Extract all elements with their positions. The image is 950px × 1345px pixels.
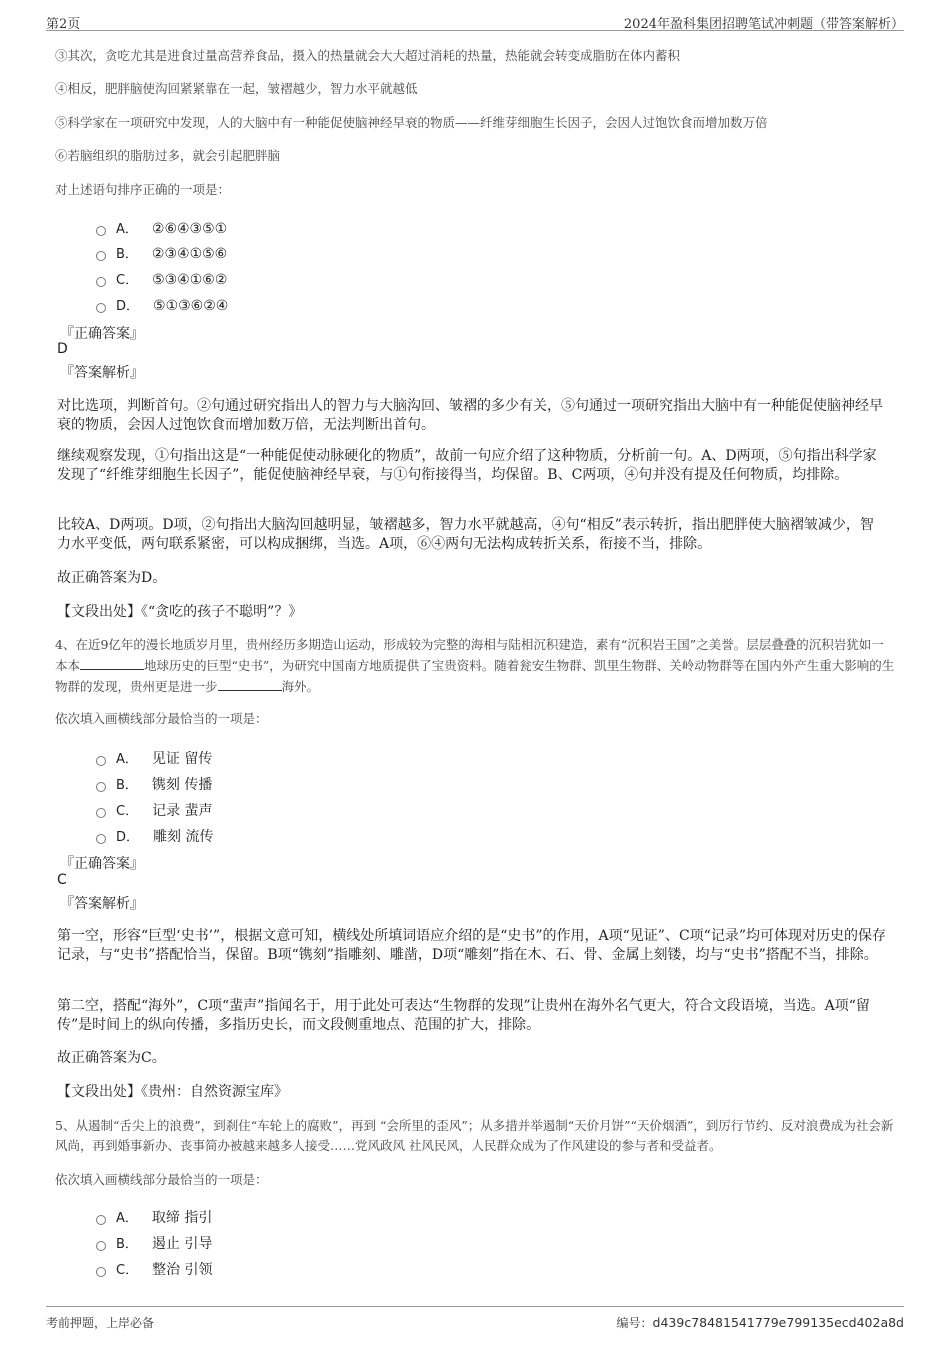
q4-analysis-label: 『答案解析』 — [60, 896, 144, 912]
q3-item-3: ③其次，贪吃尤其是进食过量高营养食品，摄入的热量就会大大超过消耗的热量，热能就会转变成脂肪在体内蓄积 — [55, 48, 681, 63]
radio-icon[interactable] — [96, 226, 106, 236]
fill-blank — [80, 657, 144, 670]
q3-item-5: ⑤科学家在一项研究中发现，人的大脑中有一种能促使脑神经早衰的物质——纤维芽细胞生长因子，会因人过饱饮食而增加数万倍 — [55, 115, 768, 130]
q4-prompt: 依次填入画横线部分最恰当的一项是： — [55, 711, 268, 726]
q3-item-6: ⑥若脑组织的脂肪过多，就会引起肥胖脑 — [55, 148, 281, 163]
radio-icon[interactable] — [96, 808, 106, 818]
document-title: 2024年盈科集团招聘笔试冲刺题（带答案解析） — [623, 17, 904, 32]
q3-option-d[interactable]: D． ⑤①③⑥②④ — [96, 295, 228, 314]
q3-analysis-para: 比较A、D两项。D项，②句指出大脑沟回越明显，皱褶越多，智力水平就越高，④句“相反”表示转折，指出肥胖使大脑褶皱减少，智力水平变低，两句联系紧密，可以构成捆绑，当选。A项，⑥④两句无法构成转折关系，衔接不当，排除。 — [57, 517, 874, 552]
q4-answer: C — [57, 872, 67, 888]
radio-icon[interactable] — [96, 834, 106, 844]
q4-analysis-para: 第二空，搭配“海外”，C项“蜚声”指闻名于，用于此处可表达“生物群的发现”让贵州在海外名气更大，符合文段语境，当选。A项“留传”是时间上的纵向传播，多指历史长，而文段侧重地点、范围的扩大，排除。 — [57, 998, 870, 1033]
fill-blank — [218, 678, 282, 691]
q4-source: 【文段出处】《贵州：自然资源宝库》 — [57, 1084, 288, 1100]
q3-answer-label: 『正确答案』 — [60, 326, 144, 342]
q3-answer: D — [57, 341, 68, 357]
q3-option-b[interactable]: B． ②③④①⑤⑥ — [96, 243, 227, 262]
radio-icon[interactable] — [96, 1241, 106, 1251]
q3-item-4: ④相反，肥胖脑使沟回紧紧靠在一起，皱褶越少，智力水平就越低 — [55, 81, 418, 96]
q4-stem: 4、在近9亿年的漫长地质岁月里，贵州经历多期造山运动，形成较为完整的海相与陆相沉积建造，素有“沉积岩王国”之美誉。层层叠叠的沉积岩犹如一本本 地球历史的巨型“史书”，为研究中国南方地质提供了宝贵资料。随着瓮安生物群、凯里生物群、关岭动物群等在国内外产生重大影响的生物群的发现，贵州更是进一步 海外。 — [55, 637, 895, 694]
q4-answer-label: 『正确答案』 — [60, 856, 144, 872]
q3-conclusion: 故正确答案为D。 — [57, 570, 167, 586]
q5-prompt: 依次填入画横线部分最恰当的一项是： — [55, 1172, 268, 1187]
radio-icon[interactable] — [96, 756, 106, 766]
q5-option-b[interactable]: B． 遏止 引导 — [96, 1233, 212, 1253]
q3-analysis-para: 对比选项，判断首句。②句通过研究指出人的智力与大脑沟回、皱褶的多少有关，⑤句通过一项研究指出大脑中有一种能促使脑神经早衰的物质，会因人过饱饮食而增加数万倍，无法判断出首句。 — [57, 398, 883, 433]
page-header — [46, 10, 904, 31]
radio-icon[interactable] — [96, 251, 106, 261]
q3-option-a[interactable]: A． ②⑥④③⑤① — [96, 218, 227, 237]
q4-analysis-para: 第一空，形容“巨型‘史书’”，根据文意可知，横线处所填词语应介绍的是“史书”的作用，A项“见证”、C项“记录”均可体现对历史的保存记录，与“史书”搭配恰当，保留。B项“镌刻”指雕刻、雕凿，D项“雕刻”指在木、石、骨、金属上刻镂，均与“史书”搭配不当，排除。 — [57, 928, 886, 963]
q5-stem: 5、从遏制“舌尖上的浪费”，到刹住“车轮上的腐败”，再到 “会所里的歪风”；从多措并举遏制“天价月饼”“天价烟酒”，到厉行节约、反对浪费成为社会新风尚，再到婚事新办、丧事简办被越来越多人接受……党风政风 社风民风，人民群众成为了作风建设的参与者和受益者。 — [55, 1118, 894, 1153]
q4-option-c[interactable]: C． 记录 蜚声 — [96, 800, 213, 820]
q3-analysis-para: 继续观察发现，①句指出这是“一种能促使动脉硬化的物质”，故前一句应介绍了这种物质，分析前一句。A、D两项，⑤句指出科学家发现了“纤维芽细胞生长因子”，能促使脑神经早衰，与①句衔接得当，均保留。B、C两项，④句并没有提及任何物质，均排除。 — [57, 448, 877, 483]
radio-icon[interactable] — [96, 303, 106, 313]
page-number: 第2页 — [46, 17, 81, 32]
radio-icon[interactable] — [96, 782, 106, 792]
q4-option-d[interactable]: D． 雕刻 流传 — [96, 826, 213, 846]
q3-analysis-label: 『答案解析』 — [60, 365, 144, 381]
q3-source: 【文段出处】《“贪吃的孩子不聪明”？》 — [57, 604, 303, 620]
document-code: 编号：d439c78481541779e799135ecd402a8d — [616, 1315, 904, 1330]
q5-option-a[interactable]: A． 取缔 指引 — [96, 1207, 212, 1227]
q4-option-a[interactable]: A． 见证 留传 — [96, 748, 212, 768]
radio-icon[interactable] — [96, 1215, 106, 1225]
page-footer — [46, 1306, 904, 1331]
footer-slogan: 考前押题，上岸必备 — [46, 1316, 155, 1330]
q3-option-c[interactable]: C． ⑤③④①⑥② — [96, 269, 227, 288]
radio-icon[interactable] — [96, 277, 106, 287]
q4-option-b[interactable]: B． 镌刻 传播 — [96, 774, 212, 794]
q3-prompt: 对上述语句排序正确的一项是： — [55, 182, 231, 197]
q4-conclusion: 故正确答案为C。 — [57, 1050, 166, 1066]
q5-option-c[interactable]: C． 整治 引领 — [96, 1259, 213, 1279]
radio-icon[interactable] — [96, 1267, 106, 1277]
